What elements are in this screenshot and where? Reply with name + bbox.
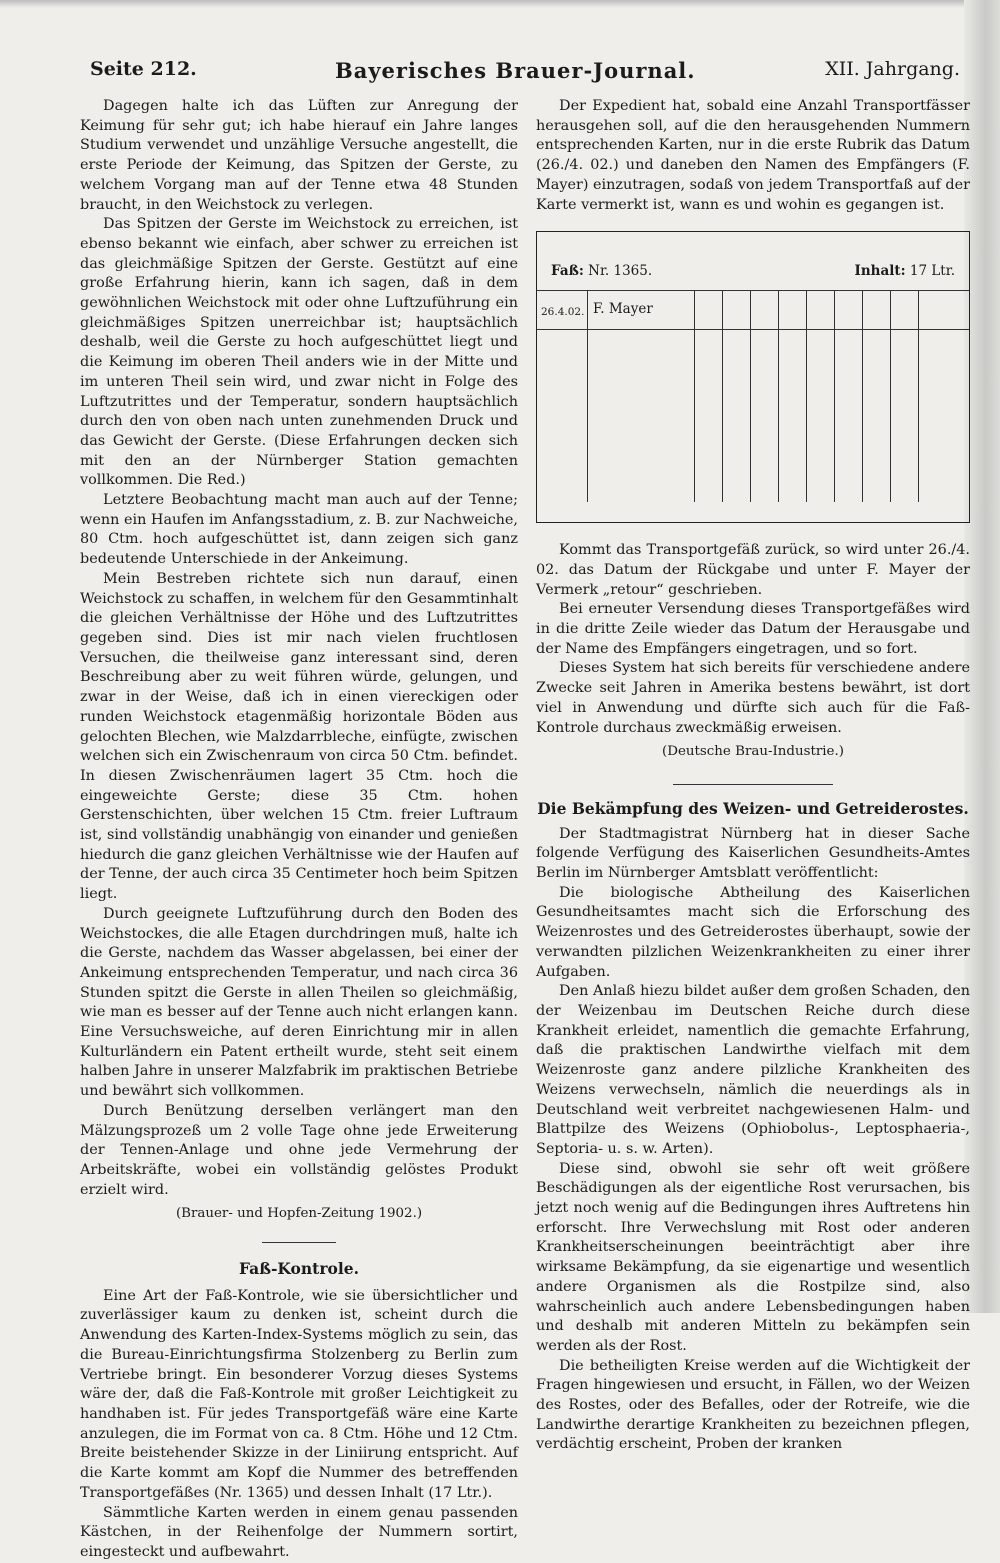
paragraph: Kommt das Transportgefäß zurück, so wird unter 26./4. 02. das Datum der Rückgabe und unter F. Mayer der Vermerk „retour“ geschrieben. [536, 542, 970, 598]
source-citation: (Deutsche Brau-Industrie.) [662, 744, 844, 760]
index-card-sketch [536, 231, 970, 523]
section-divider [673, 784, 833, 785]
grid-line [890, 291, 891, 502]
paragraph: Der Expedient hat, sobald eine Anzahl Transportfässer herausgehen soll, auf die den herausgehenden Nummern entsprechenden Karten, nur in die erste Rubrik das Datum (26./4. 02.) und daneben den Namen des Empfängers (F. Mayer) einzutragen, sodaß von jedem Transportfaß auf der Karte vermerkt ist, wann es und wohin es gegangen ist. [536, 98, 970, 213]
paragraph: Die biologische Abtheilung des Kaiserlichen Gesundheitsamtes macht sich die Erforschung des Weizenrostes und des Getreiderostes überhaupt, sowie der verwandten pilzlichen Weizenkrankheiten zu einer ihrer Aufgaben. [536, 884, 970, 980]
section-heading: Faß-Kontrole. [239, 1259, 359, 1279]
page-top-shadow [0, 0, 1000, 8]
paragraph: Dieses System hat sich bereits für verschiedene andere Zwecke seit Jahren in Amerika bestens bewährt, ist dort viel in Anwendung und dürfte sich auch für die Faß-Kontrole durchaus zweckmäßig erweisen. [536, 660, 970, 736]
grid-line [778, 291, 779, 502]
left-column [80, 97, 518, 1563]
grid-line [862, 291, 863, 502]
paragraph: Sämmtliche Karten werden in einem genau passenden Kästchen, in der Reihenfolge der Nummern sortirt, eingesteckt und aufbewahrt. [80, 1504, 518, 1560]
paragraph: Letztere Beobachtung macht man auch auf der Tenne; wenn ein Haufen im Anfangsstadium, z. B. zur Nachweiche, 80 Ctm. hoch aufgeschüttet ist, dann zeigen sich ganz bedeutende Unterschiede in der Ankeimung. [80, 492, 518, 568]
paragraph: Die betheiligten Kreise werden auf die Wichtigkeit der Fragen hingewiesen und ersucht, in Fällen, wo der Weizen des Rostes, oder des Befalles, oder der Rotreife, wie die Landwirthe derartige Krankheiten zu bezeichnen pflegen, verdächtig erscheint, Proben der kranken [536, 1357, 970, 1453]
paragraph: Durch Benützung derselben verlängert man den Mälzungsprozeß um 2 volle Tage ohne jede Erweiterung der Tennen-Anlage und ohne jede Vermehrung der Arbeitskräfte, wobei ein vollständig gelöstes Produkt erzielt wird. [80, 1102, 518, 1198]
page-number: Seite 212. [90, 58, 197, 80]
card-date: 26.4.02. [541, 306, 585, 319]
card-fass [551, 262, 652, 282]
paragraph: Den Anlaß hiezu bildet außer dem großen Schaden, den der Weizenbau im Deutschen Reiche durch diese Krankheit erleidet, namentlich die gemachte Erfahrung, daß die praktischen Landwirthe vielfach mit dem Weizenroste ganz andere pilzliche Krankheiten des Weizens verwechseln, nämlich die neuerdings als in Deutschland weit verbreitet nachgewiesenen Halm- und Blattpilze des Weizens (Ophiobolus-, Leptosphaeria-, Septoria- u. s. w. Arten). [536, 983, 970, 1157]
paragraph: Durch geeignete Luftzuführung durch den Boden des Weichstockes, die alle Etagen durchdringen muß, halte ich die Gerste, nachdem das Wasser abgelassen, bei einer der Ankeimung entsprechenden Temperatur, und nach circa 36 Stunden spitzt die Gerste in allen Theilen so gleichmäßig, wie man es besser auf der Tenne auch nicht erlangen kann. Eine Versuchsweiche, auf deren Einrichtung mir in allen Kulturländern ein Patent ertheilt wurde, steht seit einem halben Jahre in unserer Malzfabrik im praktischen Betriebe und bewährt sich vollkommen. [80, 905, 518, 1100]
inhalt-value: 17 Ltr. [909, 263, 955, 280]
grid-line [587, 291, 588, 502]
paragraph: Der Stadtmagistrat Nürnberg hat in dieser Sache folgende Verfügung des Kaiserlichen Gesundheits-Amtes Berlin im Nürnberger Amtsblatt veröffentlicht: [536, 825, 970, 882]
paragraph: Eine Art der Faß-Kontrole, wie sie übersichtlicher und zuverlässiger kaum zu denken ist, scheint durch die Anwendung des Karten-Index-Systems möglich zu sein, das die Bureau-Einrichtungsfirma Stolzenberg zu Berlin zum Vertriebe bringt. Ein besonderer Vorzug dieses Systems wäre der, daß die Faß-Kontrole mit großer Leichtigkeit zu handhaben ist. Für jedes Transportgefäß wäre eine Karte anzulegen, die im Format von ca. 8 Ctm. Höhe und 12 Ctm. Breite beistehender Skizze in der Liniirung entspricht. Auf die Karte kommt am Kopf die Nummer des betreffenden Transportgefäßes (Nr. 1365) und dessen Inhalt (17 Ltr.). [80, 1287, 518, 1501]
fass-label: Faß: [551, 263, 584, 280]
card-recipient: F. Mayer [593, 301, 653, 318]
grid-line [537, 329, 969, 330]
source-citation: (Brauer- und Hopfen-Zeitung 1902.) [175, 1206, 423, 1222]
paragraph: Mein Bestreben richtete sich nun darauf, einen Weichstock zu schaffen, in welchem für den Gesammtinhalt die gleichen Verhältnisse der Höhe und des Luftzutrittes gegeben sind. Dies ist mir nach vielen fruchtlosen Versuchen, die theilweise ganz interessant sind, deren Beschreibung aber zu weit führen würde, gelungen, und zwar in der Weise, daß ich in einen viereckigen oder runden Weichstock etagenmäßig horizontale Böden aus gelochten Blechen, wie Malzdarrbleche, einfügte, zwischen welchen sich ein Zwischenraum von circa 50 Ctm. befindet. In diesen Zwischenräumen lagert 35 Ctm. hoch die eingeweichte Gerste; diese 35 Ctm. hohen Gerstenschichten, über welchen 15 Ctm. freier Luftraum ist, sind vollständig unabhängig von einander und genießen hiedurch die ganz gleichen Verhältnisse wie der Haufen auf der Tenne, der auch circa 35 Centimeter hoch beim Spitzen liegt. [80, 570, 518, 903]
right-column [536, 97, 970, 1455]
inhalt-label: Inhalt: [854, 263, 906, 280]
journal-title: Bayerisches Brauer-Journal. [335, 58, 696, 83]
paragraph: Bei erneuter Versendung dieses Transportgefäßes wird in die dritte Zeile wieder das Datum der Herausgabe und der Name des Empfängers eingetragen, und so fort. [536, 601, 970, 657]
paragraph: Dagegen halte ich das Lüften zur Anregung der Keimung für sehr gut; ich habe hierauf ein Jahre langes Studium verwendet und unzählige Versuche angestellt, die erste Periode der Keimung, das Spitzen der Gerste, zu welchem Vorgang man auf der Tenne etwa 48 Stunden braucht, in den Weichstock zu verlegen. [80, 98, 518, 213]
grid-line [806, 291, 807, 502]
page-header [90, 58, 960, 86]
grid-line [694, 291, 695, 502]
fass-number: Nr. 1365. [588, 263, 653, 280]
card-inhalt [855, 262, 955, 282]
grid-line [750, 291, 751, 502]
grid-line [834, 291, 835, 502]
section-divider [262, 1242, 336, 1243]
card-grid [537, 290, 969, 502]
section-heading: Die Bekämpfung des Weizen- und Getreiderostes. [537, 798, 969, 818]
paragraph: Diese sind, obwohl sie sehr oft weit größere Beschädigungen als der eigentliche Rost verursachen, bis jetzt noch wenig auf die Bedingungen ihres Auftretens hin erforscht. Ihre Verwechslung mit Rost oder anderen Krankheitserscheinungen beeinträchtigt aber ihre wirksame Bekämpfung, da sie eigenartige und wesentlich andere Organismen als die Rostpilze sind, also wahrscheinlich auch andere Lebensbedingungen haben und deshalb mit anderen Mitteln zu bekämpfen sein werden als der Rost. [536, 1160, 970, 1354]
grid-line [918, 291, 919, 502]
grid-line [722, 291, 723, 502]
paragraph: Das Spitzen der Gerste im Weichstock zu erreichen, ist ebenso bekannt wie einfach, aber schwer zu erreichen ist das gleichmäßige Spitzen der Gerste. Gestützt auf eine große Erfahrung hierin, kann ich sagen, daß in dem gewöhnlichen Weichstock mit oder ohne Luftzuführung ein gleichmäßiges Spitzen unerreichbar ist; hauptsächlich deshalb, weil die Gerste zu hoch aufgeschüttet liegt und die Keimung im oberen Theil anders wie in der Mitte und im unteren Theil sein wird, und zwar nicht in Folge des Luftzutrittes und der Temperatur, sondern hauptsächlich durch den von oben nach unten zunehmenden Druck und das Gewicht der Gerste. (Diese Erfahrungen decken sich mit den an der Nürnberger Station gemachten vollkommen. Die Red.) [80, 216, 518, 489]
volume-label: XII. Jahrgang. [825, 58, 960, 80]
